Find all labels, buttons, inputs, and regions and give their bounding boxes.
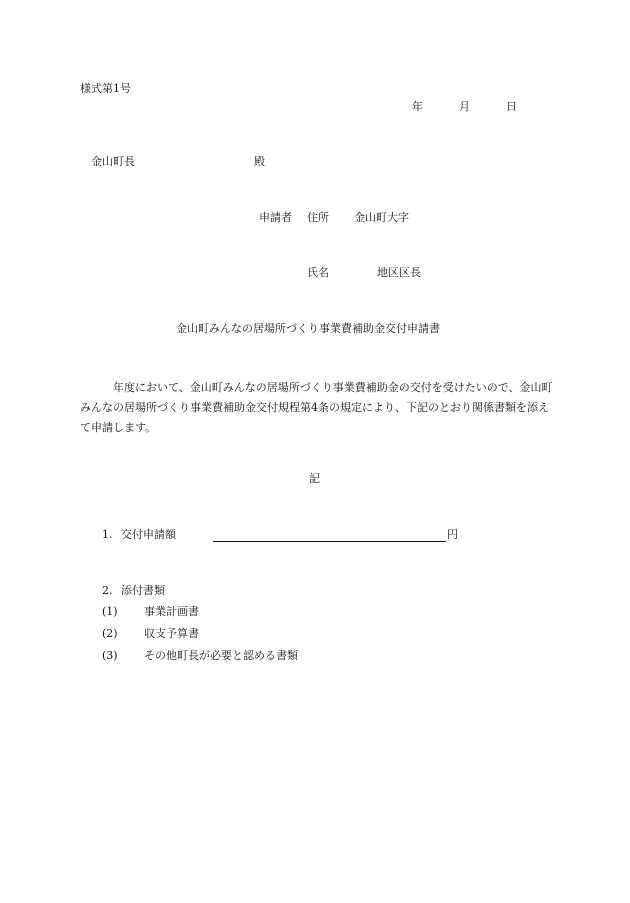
addressee-honorific: 殿 — [254, 155, 265, 168]
attachment-text: 収支予算書 — [144, 627, 199, 640]
date-month-label: 月 — [459, 100, 470, 113]
address-label: 住所 — [307, 211, 329, 224]
body-paragraph: 年度において、金山町みんなの居場所づくり事業費補助金の交付を受けたいので、金山町みんなの居場所づくり事業費補助金交付規程第4条の規定により、下記のとおり関係書類を添えて申請します。 — [80, 381, 553, 434]
amount-blank-line — [213, 541, 446, 542]
attachment-num: (3) — [102, 649, 118, 662]
addressee-title: 金山町長 — [91, 155, 135, 168]
address-value: 金山町大字 — [354, 211, 409, 224]
attachment-text: 事業計画書 — [144, 605, 199, 618]
date-year-label: 年 — [412, 100, 423, 113]
document-title: 金山町みんなの居場所づくり事業費補助金交付申請書 — [176, 322, 440, 335]
name-label: 氏名 — [307, 266, 329, 279]
attachment-text: その他町長が必要と認める書類 — [144, 649, 298, 662]
amount-unit: 円 — [447, 528, 458, 541]
attachment-num: (1) — [102, 605, 118, 618]
attachment-num: (2) — [102, 627, 118, 640]
ki-heading: 記 — [309, 472, 320, 485]
item-2-number: 2. — [102, 584, 113, 597]
item-2-label: 添付書類 — [121, 584, 165, 597]
item-1-number: 1. — [102, 528, 113, 541]
applicant-label: 申請者 — [259, 211, 292, 224]
form-number: 様式第1号 — [80, 82, 131, 95]
date-day-label: 日 — [506, 100, 517, 113]
item-1-label: 交付申請額 — [121, 528, 176, 541]
name-value: 地区区長 — [377, 266, 421, 279]
